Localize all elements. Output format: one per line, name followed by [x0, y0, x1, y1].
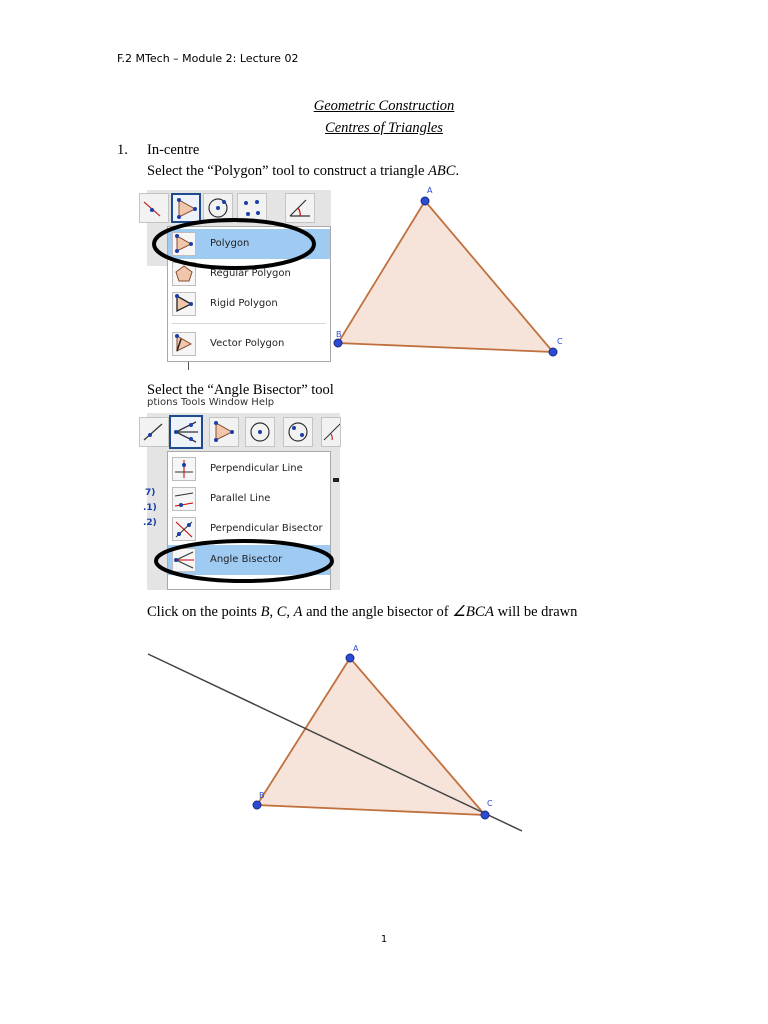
point-b — [334, 339, 342, 347]
triangle-abc-figure — [325, 182, 575, 364]
point-c — [481, 811, 489, 819]
label-b: B — [336, 330, 342, 339]
menu-item-label: Angle Bisector — [210, 554, 283, 565]
triangle-shape — [338, 201, 553, 352]
conic-tool-icon — [284, 418, 312, 446]
menu-item-label: Parallel Line — [210, 493, 271, 504]
point-a-ref: A — [293, 604, 303, 620]
section-name: In-centre — [147, 142, 200, 158]
side-number-3: .2) — [143, 518, 157, 528]
label-b: B — [259, 791, 265, 800]
point-a — [346, 654, 354, 662]
point-c — [549, 348, 557, 356]
tool-special-lines-button[interactable] — [169, 415, 203, 449]
step1-pre: Select the “Polygon” tool to construct a triangle — [147, 163, 429, 179]
menu-item-label: Vector Polygon — [210, 338, 285, 349]
menu-item-label: Regular Polygon — [210, 268, 291, 279]
point-c-ref: C — [276, 604, 287, 620]
tool-conic-button[interactable] — [283, 417, 313, 447]
tool-angle-button[interactable] — [321, 417, 341, 447]
angle-bisector-highlight-oval — [152, 537, 337, 585]
polygon-tool-icon — [210, 418, 238, 446]
menu-divider — [172, 323, 326, 324]
side-number-1: 7) — [145, 488, 156, 498]
menu-item-parallel-line[interactable] — [168, 484, 330, 514]
circle-tool-icon — [246, 418, 274, 446]
tool-circle-button[interactable] — [245, 417, 275, 447]
menu-item-rigid-polygon[interactable] — [168, 289, 330, 319]
menu-bar: ptions Tools Window Help — [147, 398, 275, 408]
menu-item-label: Rigid Polygon — [210, 298, 278, 309]
menu-item-perpendicular-line[interactable] — [168, 454, 330, 484]
label-c: C — [557, 337, 563, 346]
side-number-2: .1) — [143, 503, 157, 513]
document-subtitle: Centres of Triangles — [325, 120, 443, 136]
point-b — [253, 801, 261, 809]
vector-polygon-icon — [172, 332, 196, 356]
section-number: 1. — [117, 142, 128, 158]
parallel-line-icon — [172, 487, 196, 511]
label-c: C — [487, 799, 493, 808]
document-title: Geometric Construction — [313, 98, 455, 114]
polygon-highlight-oval — [150, 216, 320, 272]
triangle-shape — [257, 658, 485, 815]
menu-item-vector-polygon[interactable] — [168, 329, 330, 359]
triangle-name: ABC — [428, 163, 456, 179]
angle-bisector-figure — [140, 640, 540, 840]
label-a: A — [353, 644, 359, 653]
line-tool-icon — [140, 418, 168, 446]
menu-item-label: Perpendicular Line — [210, 463, 303, 474]
perpendicular-line-icon — [172, 457, 196, 481]
rigid-polygon-icon — [172, 292, 196, 316]
label-a: A — [427, 186, 433, 195]
step1-post: . — [455, 163, 460, 179]
tool-line-button[interactable] — [139, 417, 169, 447]
menu-item-label: Polygon — [210, 238, 250, 249]
step3-text: Click on the points B, C, A and the angle bisector of ∠BCA will be drawn — [147, 604, 578, 620]
menu-item-label: Perpendicular Bisector — [210, 523, 323, 534]
step1-text — [147, 163, 459, 180]
step2-text: Select the “Angle Bisector” tool — [147, 382, 334, 398]
page-number: 1 — [380, 934, 388, 945]
angle-bisector-tool-icon — [171, 417, 201, 447]
angle-tool-icon — [322, 418, 340, 446]
point-a — [421, 197, 429, 205]
tool-polygon-button[interactable] — [209, 417, 239, 447]
angle-bca: ∠BCA — [452, 604, 495, 620]
page-header: F.2 MTech – Module 2: Lecture 02 — [117, 52, 299, 65]
point-b-ref: B — [260, 604, 270, 620]
